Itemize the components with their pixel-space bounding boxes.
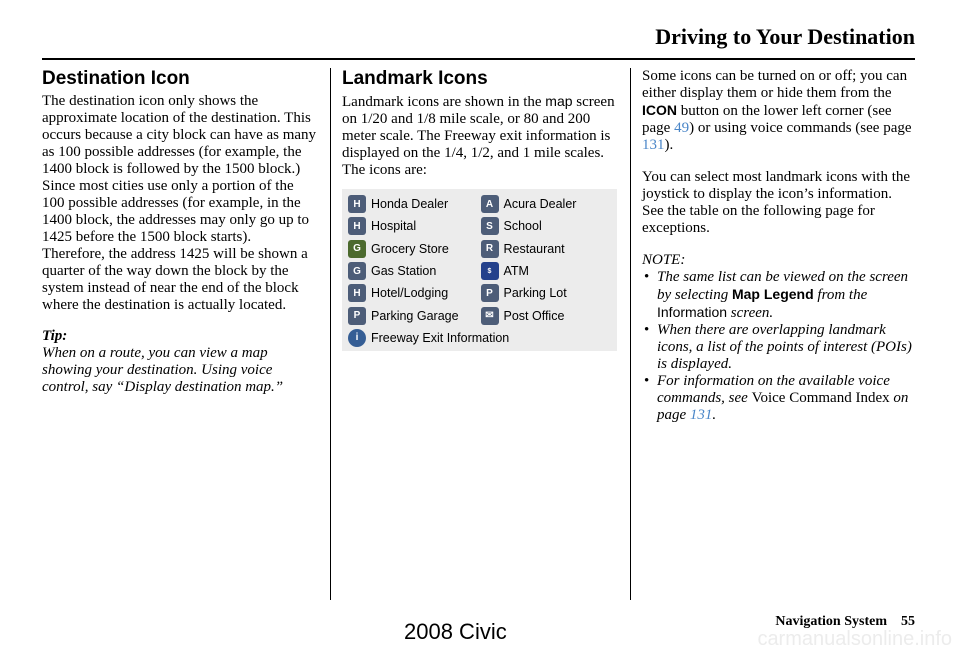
hospital-icon: H xyxy=(348,217,366,235)
page-link-131[interactable]: 131 xyxy=(642,137,665,153)
voice-command-index-term: Voice Command Index xyxy=(751,390,890,406)
landmark-icons-heading: Landmark Icons xyxy=(342,68,488,89)
icon-toggle-paragraph: Some icons can be turned on or off; you can either display them or hide them from the ICON button on the lower left corner (see page 49) or using voice commands (see page 131). xyxy=(642,68,912,153)
gas-station-icon: G xyxy=(348,262,366,280)
page-link-131-note[interactable]: 131 xyxy=(689,407,713,423)
legend-item: A Acura Dealer xyxy=(481,195,614,213)
legend-item: H Hospital xyxy=(348,217,481,235)
column-icon-settings xyxy=(642,68,917,424)
parking-garage-icon: P xyxy=(348,307,366,325)
map-screen-term: map xyxy=(545,93,573,109)
column-landmark-icons xyxy=(342,68,617,351)
legend-row xyxy=(348,215,613,237)
note-item: • The same list can be viewed on the screen by selecting Map Legend from the Information screen. xyxy=(642,269,917,322)
landmark-icons-intro: Landmark icons are shown in the map screen on 1/20 and 1/8 mile scale, or 80 and 200 meter scale. The Freeway exit information is displayed on the 1/4, 1/2, and 1 mile scales. The icons are: xyxy=(342,93,615,178)
column-divider-2 xyxy=(630,68,631,600)
legend-item: R Restaurant xyxy=(481,240,614,258)
school-icon: S xyxy=(481,217,499,235)
legend-item: G Grocery Store xyxy=(348,240,481,258)
header-rule xyxy=(42,58,915,60)
tip-label: Tip: xyxy=(42,328,68,344)
atm-icon: $ xyxy=(481,262,499,280)
legend-item: ✉ Post Office xyxy=(481,307,614,325)
joystick-paragraph: You can select most landmark icons with the joystick to display the icon’s information. See the table on the following page for exceptions. xyxy=(642,169,911,236)
freeway-exit-info-icon: i xyxy=(348,329,366,347)
legend-item: $ ATM xyxy=(481,262,614,280)
destination-icon-heading: Destination Icon xyxy=(42,68,190,89)
destination-icon-body: The destination icon only shows the approximate location of the destination. This occurs because a city block can have as many as 100 possible addresses (for example, the 1400 block is followed by the 1500 block.) Since most cities use only a portion of the 100 possible addresses (for example, in the 1400 block, the addresses may only go up to 1425 before the 1500 block starts). Therefore, the address 1425 will be shown a quarter of the way down the block by the system instead of near the end of the block where the destination is actually located. xyxy=(42,93,317,313)
map-legend-term: Map Legend xyxy=(731,286,814,302)
parking-lot-icon: P xyxy=(481,284,499,302)
column-destination-icon xyxy=(42,68,317,396)
legend-item: H Honda Dealer xyxy=(348,195,481,213)
grocery-store-icon: G xyxy=(348,240,366,258)
note-item: • When there are overlapping landmark icons, a list of the points of interest (POIs) is displayed. xyxy=(642,322,917,373)
site-watermark: carmanualsonline.info xyxy=(757,628,952,650)
legend-row xyxy=(348,193,613,215)
note-item: • For information on the available voice commands, see Voice Command Index on page 131. xyxy=(642,373,917,424)
legend-item: S School xyxy=(481,217,614,235)
page-title: Driving to Your Destination xyxy=(655,24,915,49)
page-number: 55 xyxy=(901,614,915,629)
note-list xyxy=(642,269,917,424)
model-watermark: 2008 Civic xyxy=(404,619,507,644)
icon-button-term: ICON xyxy=(642,102,677,118)
column-divider-1 xyxy=(330,68,331,600)
landmark-icon-legend xyxy=(342,189,617,351)
legend-item: P Parking Lot xyxy=(481,284,614,302)
post-office-icon: ✉ xyxy=(481,307,499,325)
footer-section: Navigation System xyxy=(775,614,887,629)
legend-row xyxy=(348,282,613,304)
legend-row xyxy=(348,327,613,349)
hotel-lodging-icon: H xyxy=(348,284,366,302)
note-label: NOTE: xyxy=(642,252,686,268)
information-term: Information xyxy=(657,304,728,320)
legend-item: i Freeway Exit Information xyxy=(348,329,608,347)
legend-item: G Gas Station xyxy=(348,262,481,280)
honda-dealer-icon: H xyxy=(348,195,366,213)
acura-dealer-icon: A xyxy=(481,195,499,213)
legend-row xyxy=(348,260,613,282)
legend-row xyxy=(348,238,613,260)
legend-row xyxy=(348,304,613,326)
legend-item: H Hotel/Lodging xyxy=(348,284,481,302)
tip-text: When on a route, you can view a map showing your destination. Using voice control, say “Display destination map.” xyxy=(42,345,284,395)
restaurant-icon: R xyxy=(481,240,499,258)
page-link-49[interactable]: 49 xyxy=(674,120,690,136)
legend-item: P Parking Garage xyxy=(348,307,481,325)
